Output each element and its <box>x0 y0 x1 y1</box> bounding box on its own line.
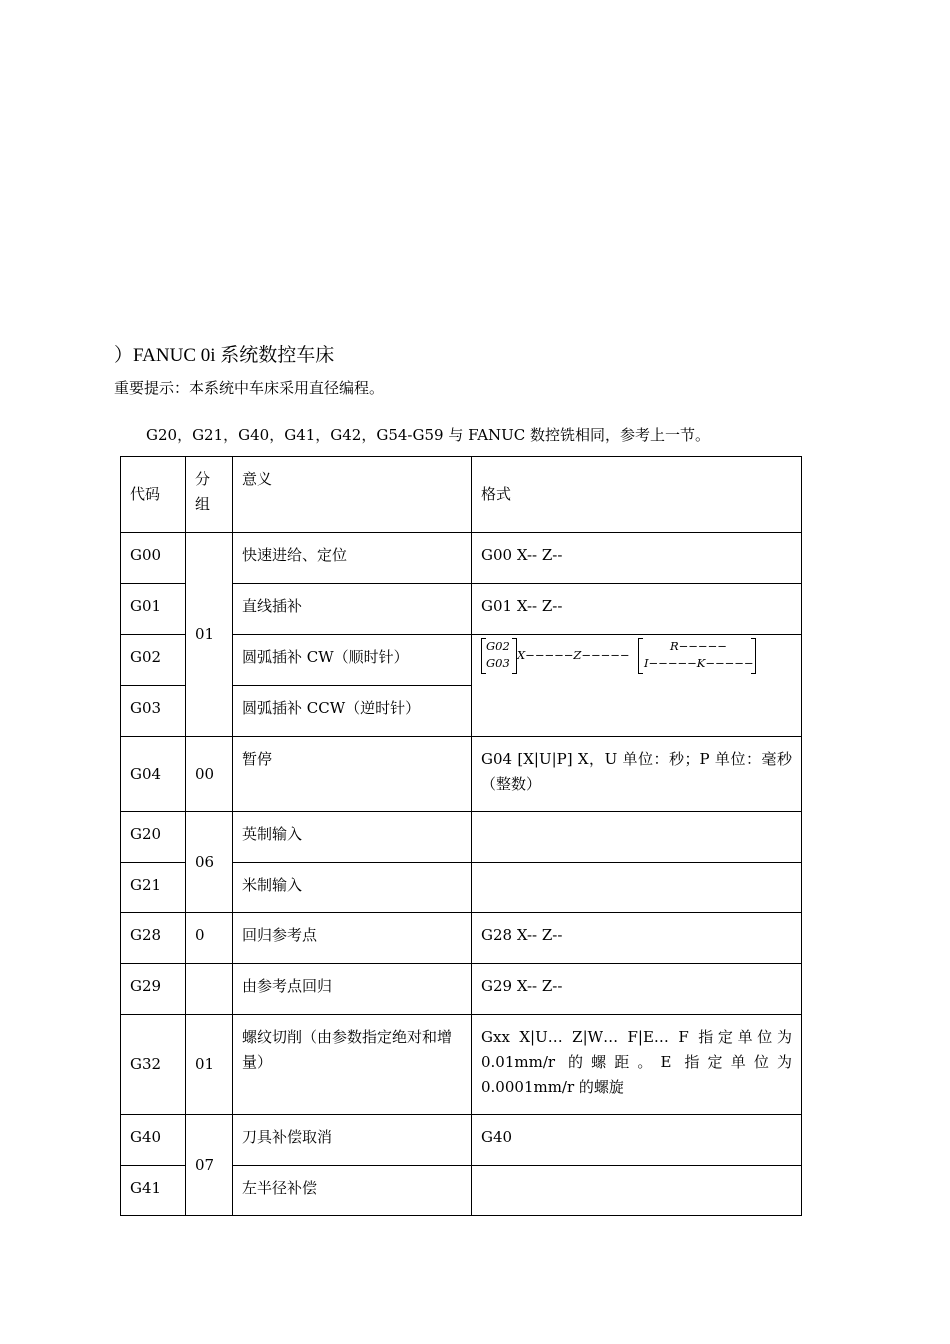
group-cell: 07 <box>186 1115 233 1216</box>
code-cell: G32 <box>121 1015 186 1115</box>
meaning-cell: 由参考点回归 <box>233 964 472 1015</box>
formula-g03: G03 <box>486 656 510 670</box>
section-heading: ）FANUC 0i 系统数控车床 <box>114 345 335 366</box>
meaning-cell: 回归参考点 <box>233 913 472 964</box>
table-row <box>121 1015 802 1115</box>
code-cell: G28 <box>121 913 186 964</box>
code-cell: G41 <box>121 1166 186 1216</box>
format-cell: G00 X-- Z-- <box>472 533 802 584</box>
table-row <box>121 737 802 812</box>
format-cell <box>472 863 802 913</box>
intro-paragraph: G20，G21，G40，G41，G42，G54-G59 与 FANUC 数控铣相同，参考上一节。 <box>146 426 711 444</box>
format-cell: G29 X-- Z-- <box>472 964 802 1015</box>
meaning-cell: 直线插补 <box>233 584 472 635</box>
formula-r: R−−−−− <box>670 639 727 653</box>
code-cell: G29 <box>121 964 186 1015</box>
group-cell: 06 <box>186 812 233 913</box>
arc-formula <box>481 638 792 674</box>
meaning-cell: 刀具补偿取消 <box>233 1115 472 1166</box>
important-hint: 重要提示：本系统中车床采用直径编程。 <box>114 379 385 397</box>
code-cell: G01 <box>121 584 186 635</box>
header-code: 代码 <box>121 457 186 533</box>
formula-g02: G02 <box>486 639 510 653</box>
meaning-cell: 快速进给、定位 <box>233 533 472 584</box>
formula-xz: X−−−−−Z−−−−− <box>517 648 630 662</box>
code-cell: G00 <box>121 533 186 584</box>
code-cell: G20 <box>121 812 186 863</box>
right-brace-open <box>638 638 643 674</box>
code-cell: G03 <box>121 686 186 737</box>
group-cell: 00 <box>186 737 233 812</box>
header-group <box>186 457 233 533</box>
group-cell: 01 <box>186 1015 233 1115</box>
meaning-cell: 英制输入 <box>233 812 472 863</box>
meaning-cell: 圆弧插补 CCW（逆时针） <box>233 686 472 737</box>
arc-format-cell <box>472 635 802 737</box>
format-cell: Gxx X|U… Z|W… F|E… F 指定单位为 0.01mm/r 的螺距。E 指定单位为 0.0001mm/r 的螺旋 <box>472 1015 802 1115</box>
code-cell: G04 <box>121 737 186 812</box>
meaning-cell: 暂停 <box>233 737 472 812</box>
table-row <box>121 913 802 964</box>
group-cell <box>186 964 233 1015</box>
table-row <box>121 1115 802 1166</box>
table-row <box>121 812 802 863</box>
code-cell: G40 <box>121 1115 186 1166</box>
header-group-top: 分 <box>195 470 211 488</box>
header-group-bottom: 组 <box>195 495 211 513</box>
header-meaning: 意义 <box>233 457 472 533</box>
table-row <box>121 533 802 584</box>
meaning-cell: 米制输入 <box>233 863 472 913</box>
format-cell: G04 [X|U|P] X，U 单位：秒；P 单位：毫秒（整数） <box>472 737 802 812</box>
code-cell: G02 <box>121 635 186 686</box>
format-cell <box>472 812 802 863</box>
meaning-cell: 圆弧插补 CW（顺时针） <box>233 635 472 686</box>
meaning-cell: 左半径补偿 <box>233 1166 472 1216</box>
format-cell: G28 X-- Z-- <box>472 913 802 964</box>
format-cell: G01 X-- Z-- <box>472 584 802 635</box>
table-row <box>121 964 802 1015</box>
header-format: 格式 <box>472 457 802 533</box>
meaning-cell: 螺纹切削（由参数指定绝对和增量） <box>233 1015 472 1115</box>
right-brace-close <box>751 638 756 674</box>
code-cell: G21 <box>121 863 186 913</box>
table-header-row <box>121 457 802 533</box>
gcode-table <box>120 456 802 1216</box>
group-cell: 0 <box>186 913 233 964</box>
group-cell: 01 <box>186 533 233 737</box>
format-cell <box>472 1166 802 1216</box>
format-cell: G40 <box>472 1115 802 1166</box>
formula-ik: I−−−−−K−−−−− <box>644 656 754 670</box>
